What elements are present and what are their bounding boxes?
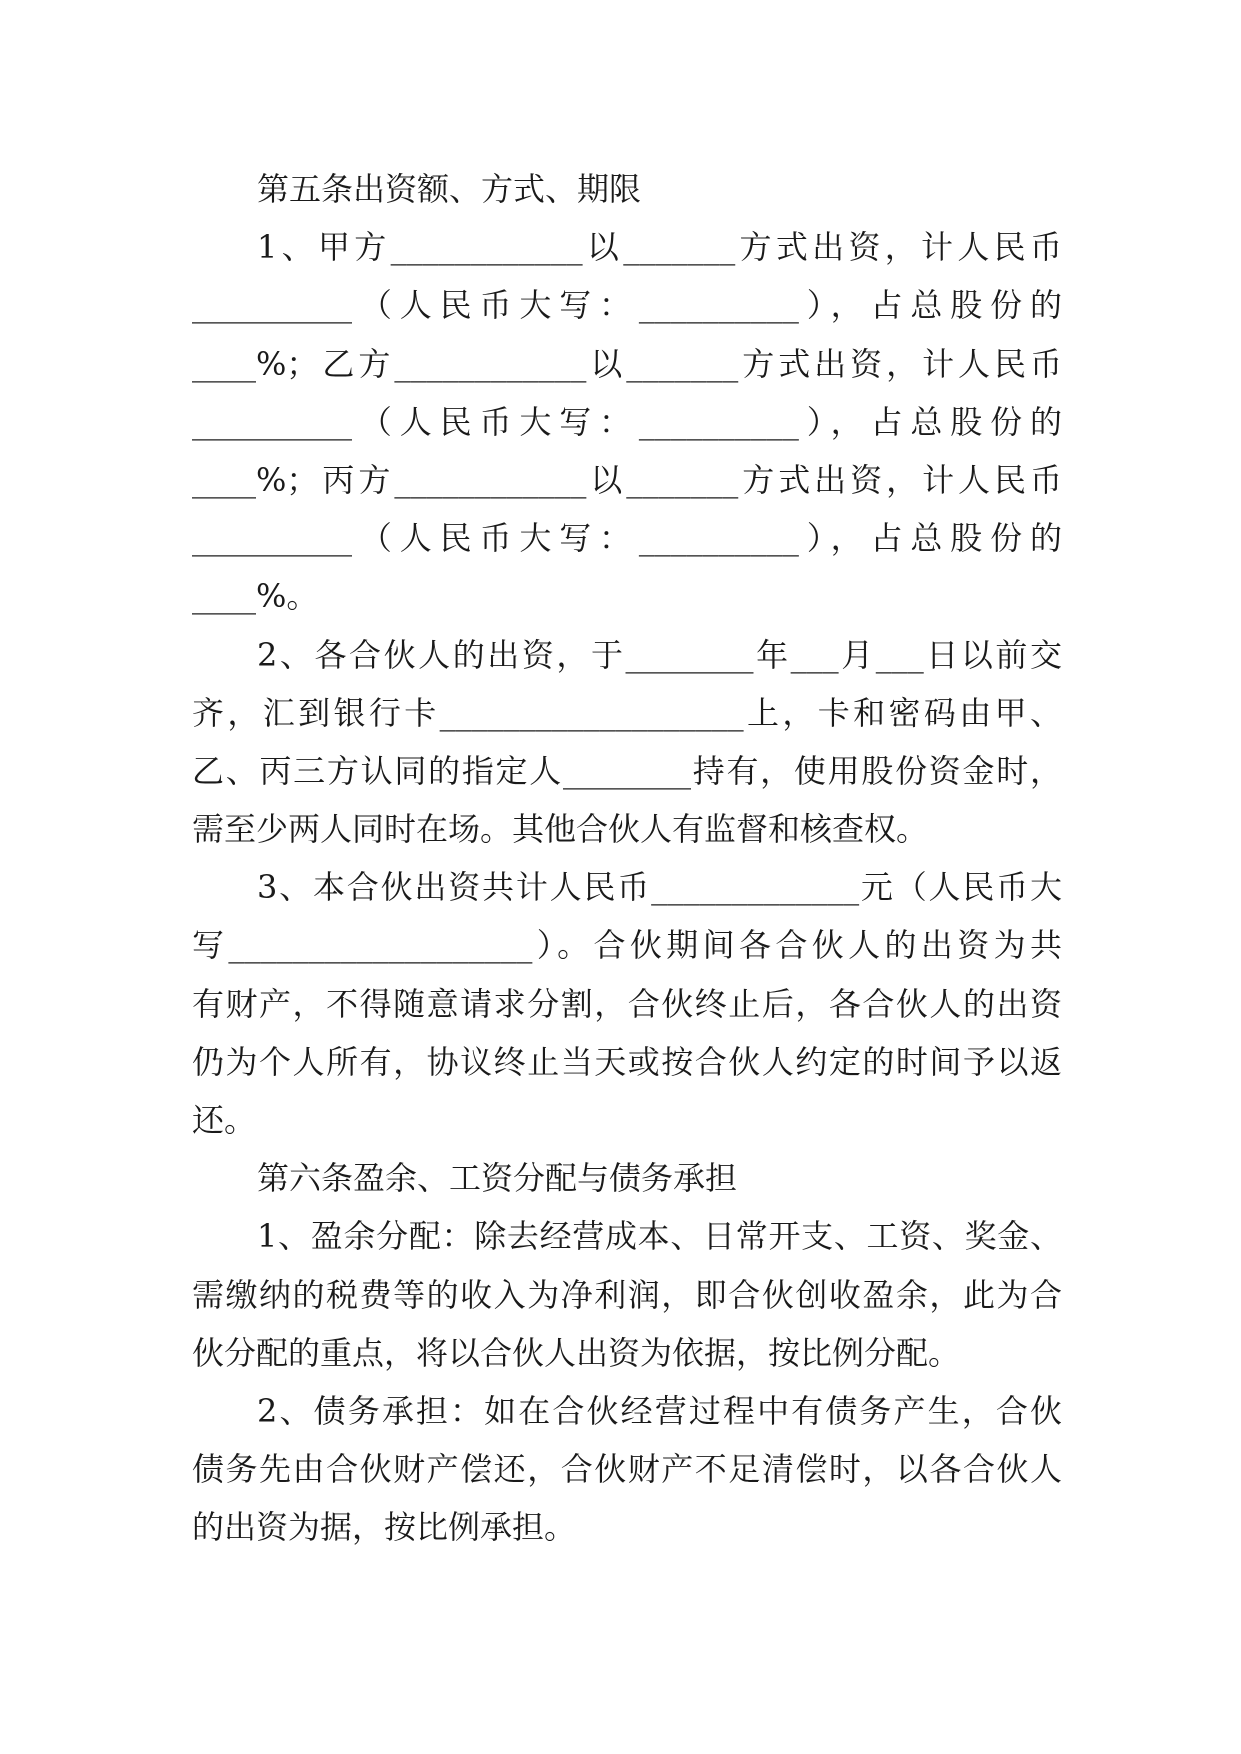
section6-clause2-line1: 2、债务承担：如在合伙经营过程中有债务产生，合伙 (257, 1391, 1062, 1430)
section5-clause3-line2: 写___________________）。合伙期间各合伙人的出资为共 (192, 926, 1062, 965)
section5-clause1-line1: 1、甲方____________以_______方式出资，计人民币 (257, 228, 1062, 267)
section5-clause1-line5: ____%；丙方____________以_______方式出资，计人民币 (192, 460, 1062, 499)
section5-clause3-line5: 还。 (192, 1101, 257, 1139)
section5-clause3-line3: 有财产，不得随意请求分割，合伙终止后，各合伙人的出资 (192, 984, 1062, 1023)
document-body (192, 160, 1062, 1557)
section5-clause2-line2: 齐，汇到银行卡___________________上，卡和密码由甲、 (192, 693, 1062, 732)
section6-clause1-line1: 1、盈余分配：除去经营成本、日常开支、工资、奖金、 (257, 1217, 1062, 1256)
section5-clause2-line1: 2、各合伙人的出资，于________年___月___日以前交 (257, 635, 1062, 674)
section5-clause1-line3: ____%；乙方____________以_______方式出资，计人民币 (192, 344, 1062, 383)
section6-clause2-line2: 债务先由合伙财产偿还，合伙财产不足清偿时，以各合伙人 (192, 1450, 1062, 1489)
section6-clause1-line3: 伙分配的重点，将以合伙人出资为依据，按比例分配。 (192, 1333, 961, 1372)
section5-clause2-line3: 乙、丙三方认同的指定人________持有，使用股份资金时， (192, 751, 1062, 790)
section5-clause3-line4: 仍为个人所有，协议终止当天或按合伙人约定的时间予以返 (192, 1042, 1062, 1081)
section5-clause1-line7: ____%。 (192, 577, 319, 616)
section5-clause1-line2: __________（人民币大写：__________），占总股份的 (192, 286, 1062, 325)
section5-clause2-line4: 需至少两人同时在场。其他合伙人有监督和核查权。 (192, 810, 929, 849)
section5-clause1-line4: __________（人民币大写：__________），占总股份的 (192, 402, 1062, 441)
section6-heading: 第六条盈余、工资分配与债务承担 (257, 1159, 738, 1198)
section5-clause3-line1: 3、本合伙出资共计人民币_____________元（人民币大 (257, 868, 1062, 907)
section6-clause1-line2: 需缴纳的税费等的收入为净利润，即合伙创收盈余，此为合 (192, 1275, 1062, 1314)
section6-clause2-line3: 的出资为据，按比例承担。 (192, 1508, 577, 1547)
section5-clause1-line6: __________（人民币大写：__________），占总股份的 (192, 519, 1062, 558)
section5-heading: 第五条出资额、方式、期限 (257, 170, 642, 208)
